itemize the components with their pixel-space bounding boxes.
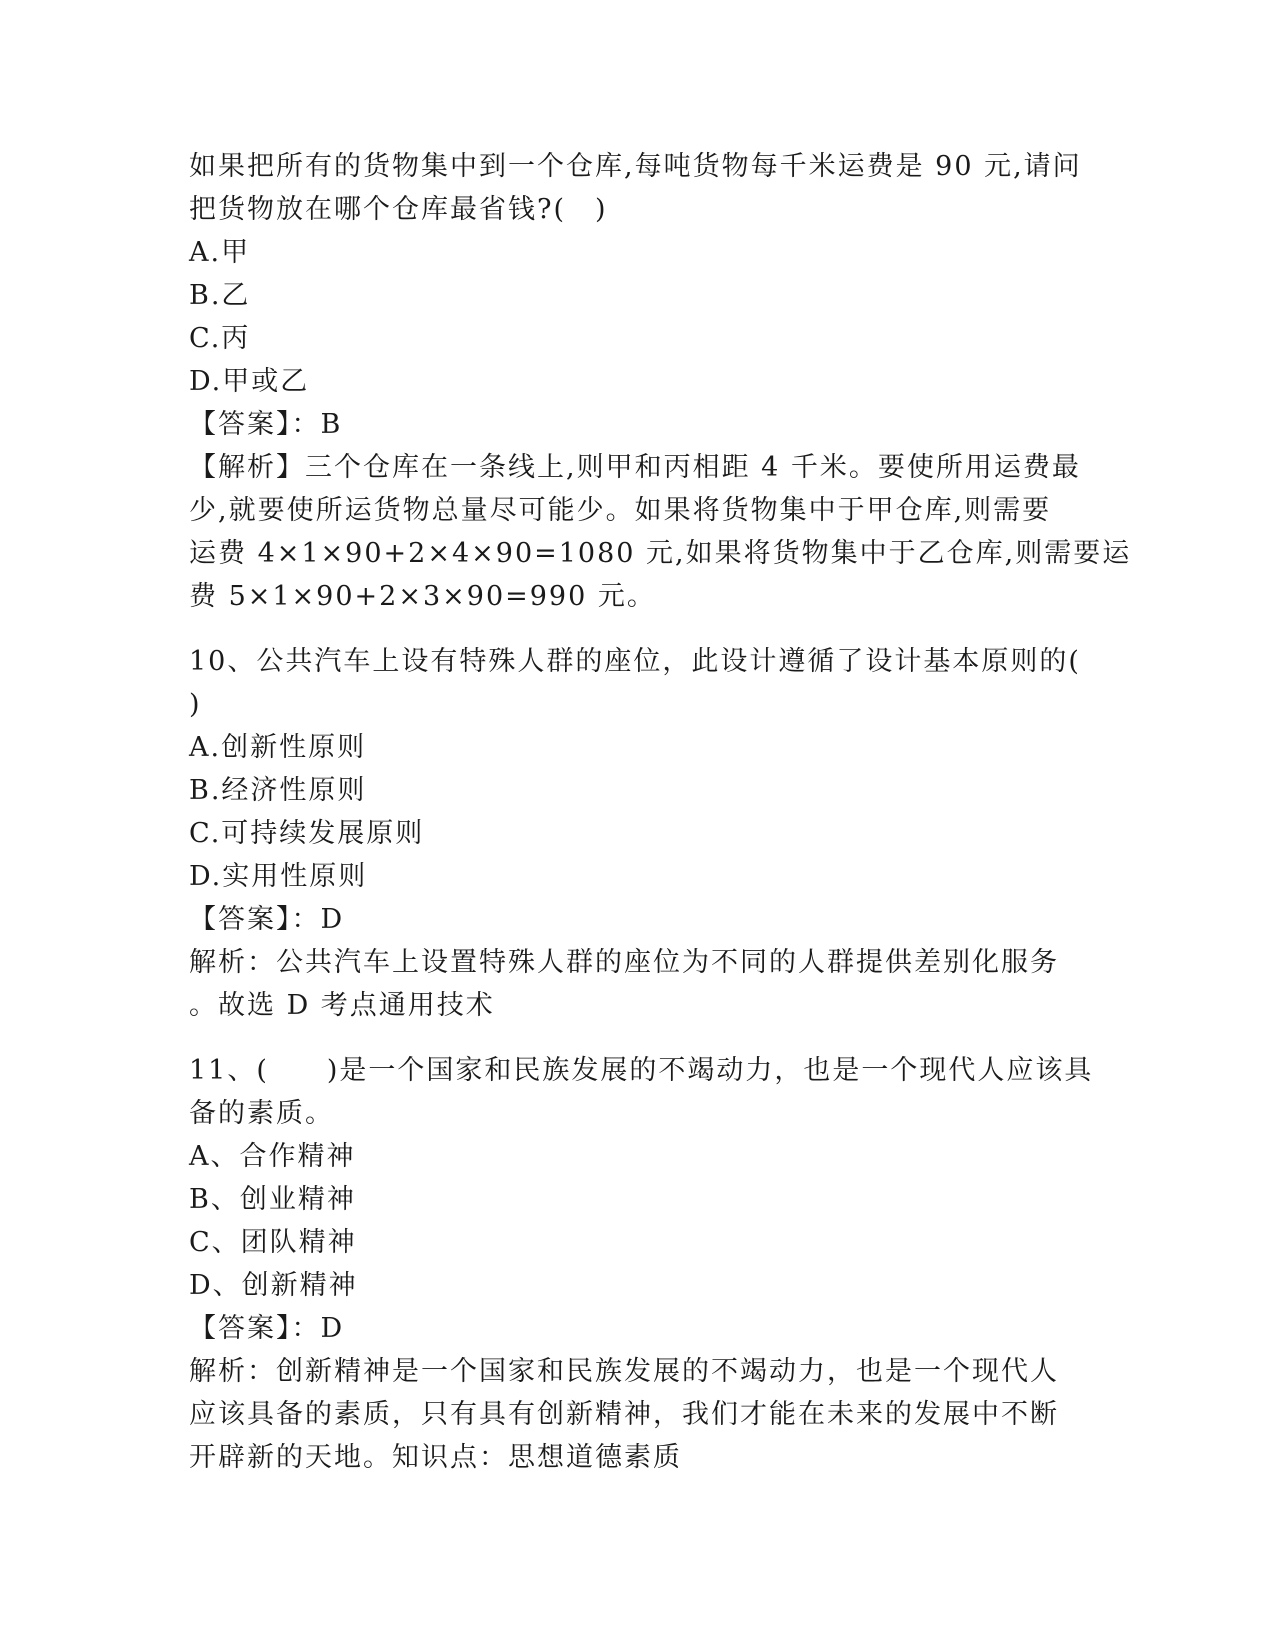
spacer xyxy=(189,618,1079,640)
analysis-line: 运费 4×1×90+2×4×90=1080 元,如果将货物集中于乙仓库,则需要运 xyxy=(189,538,1132,569)
document-content xyxy=(189,145,1132,1479)
question-stem-line: 11、( )是一个国家和民族发展的不竭动力，也是一个现代人应该具 xyxy=(189,1055,1094,1086)
question-stem-line: 10、公共汽车上设有特殊人群的座位，此设计遵循了设计基本原则的( xyxy=(189,646,1081,677)
analysis-line: 。故选 D 考点通用技术 xyxy=(189,990,495,1021)
analysis-line: 解析：公共汽车上设置特殊人群的座位为不同的人群提供差别化服务 xyxy=(189,947,1059,978)
option-b: B.乙 xyxy=(189,280,251,311)
question-stem-line: 如果把所有的货物集中到一个仓库,每吨货物每千米运费是 90 元,请问 xyxy=(189,151,1082,182)
question-10 xyxy=(189,640,1079,1027)
analysis-line: 【解析】三个仓库在一条线上,则甲和丙相距 4 千米。要使所用运费最 xyxy=(189,452,1081,483)
question-11 xyxy=(189,1049,1094,1479)
answer: 【答案】：B xyxy=(189,409,343,440)
question-9 xyxy=(189,145,1132,618)
answer: 【答案】：D xyxy=(189,904,345,935)
option-a: A.创新性原则 xyxy=(189,732,367,763)
analysis-line: 应该具备的素质，只有具有创新精神，我们才能在未来的发展中不断 xyxy=(189,1399,1059,1430)
analysis-line: 费 5×1×90+2×3×90=990 元。 xyxy=(189,581,656,612)
analysis-line: 少,就要使所运货物总量尽可能少。如果将货物集中于甲仓库,则需要 xyxy=(189,495,1052,526)
question-stem-line: 备的素质。 xyxy=(189,1098,334,1129)
spacer xyxy=(189,1027,1079,1049)
option-d: D.甲或乙 xyxy=(189,366,310,397)
option-c: C.可持续发展原则 xyxy=(189,818,425,849)
option-a: A.甲 xyxy=(189,237,251,268)
option-c: C、团队精神 xyxy=(189,1227,357,1258)
option-d: D.实用性原则 xyxy=(189,861,368,892)
question-stem-line: 把货物放在哪个仓库最省钱?( ) xyxy=(189,194,608,225)
analysis-line: 开辟新的天地。知识点：思想道德素质 xyxy=(189,1442,682,1473)
option-c: C.丙 xyxy=(189,323,251,354)
option-b: B.经济性原则 xyxy=(189,775,367,806)
analysis-line: 解析：创新精神是一个国家和民族发展的不竭动力，也是一个现代人 xyxy=(189,1356,1059,1387)
question-stem-line: ) xyxy=(189,689,202,720)
option-a: A、合作精神 xyxy=(189,1141,356,1172)
option-d: D、创新精神 xyxy=(189,1270,358,1301)
option-b: B、创业精神 xyxy=(189,1184,356,1215)
answer: 【答案】：D xyxy=(189,1313,345,1344)
